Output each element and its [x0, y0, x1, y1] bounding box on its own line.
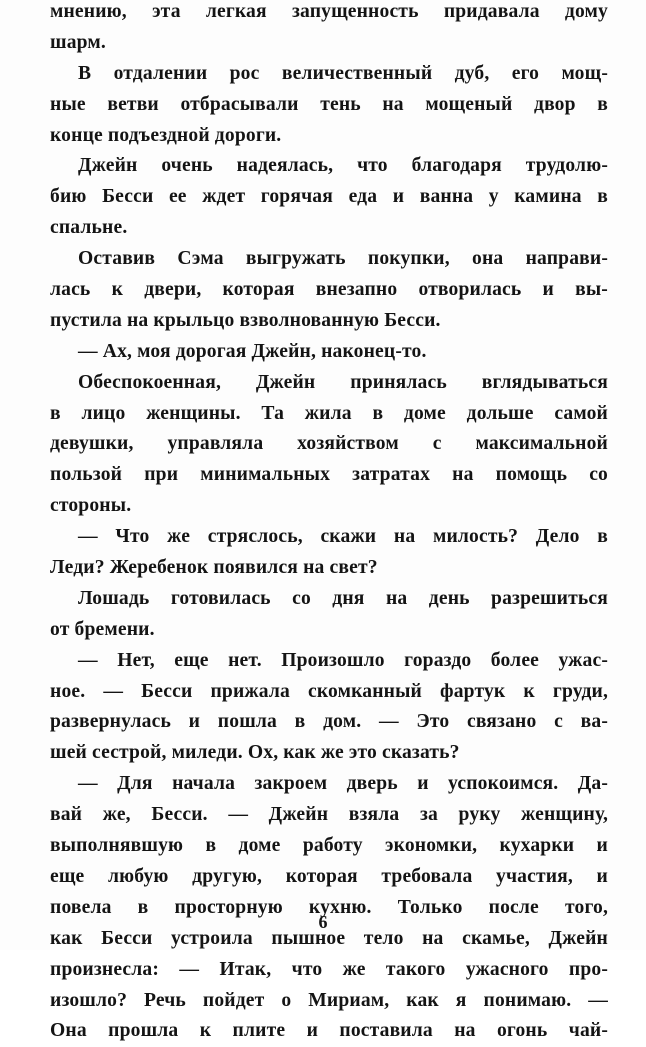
text-line: изошло? Речь пойдет о Мириам, как я понимаю. — — [50, 989, 608, 1011]
text-line: вай же, Бесси. — Джейн взяла за руку женщину, — [50, 804, 608, 826]
text-line: — Для начала закроем дверь и успокоимся. Да- — [78, 773, 608, 795]
text-line: мнению, эта легкая запущенность придавала дому — [50, 1, 608, 22]
text-line: шарм. — [50, 31, 106, 53]
text-line: стороны. — [50, 495, 132, 517]
body-text — [50, 0, 608, 1047]
text-line: выполнявшую в доме работу экономки, кухарки и — [50, 835, 608, 857]
text-line: В отдалении рос величественный дуб, его мощ- — [78, 62, 608, 84]
text-line: как Бесси устроила пышное тело на скамье, Джейн — [50, 927, 608, 949]
text-line: — Что же стряслось, скажи на милость? Дело в — [78, 526, 608, 548]
text-line: пустила на крыльцо взволнованную Бесси. — [50, 309, 441, 331]
text-line: Леди? Жеребенок появился на свет? — [50, 557, 378, 579]
page-number: 6 — [318, 912, 328, 932]
text-line: Она прошла к плите и поставила на огонь чай- — [50, 1020, 608, 1042]
text-line: Оставив Сэма выгружать покупки, она направи- — [78, 248, 608, 270]
text-line: произнесла: — Итак, что же такого ужасного про- — [50, 958, 608, 980]
text-line: Обеспокоенная, Джейн принялась вглядываться — [78, 371, 608, 393]
text-line: спальне. — [50, 217, 128, 239]
text-line: шей сестрой, миледи. Ох, как же это сказать? — [50, 742, 460, 764]
text-line: Джейн очень надеялась, что благодаря трудолю- — [78, 155, 608, 177]
text-line: лась к двери, которая внезапно отворилась и вы- — [50, 279, 608, 301]
text-line: развернулась и пошла в дом. — Это связано с ва- — [50, 711, 608, 733]
text-line: пользой при минимальных затратах на помощь со — [50, 464, 608, 486]
text-line: ное. — Бесси прижала скомканный фартук к груди, — [50, 680, 608, 702]
text-line: бию Бесси ее ждет горячая еда и ванна у камина в — [50, 186, 608, 208]
text-line: повела в просторную кухню. Только после того, — [50, 896, 608, 918]
text-line: девушки, управляла хозяйством с максимальной — [50, 433, 608, 455]
text-line: в лицо женщины. Та жила в доме дольше самой — [50, 402, 608, 424]
text-line: Лошадь готовилась со дня на день разрешиться — [78, 587, 608, 609]
text-line: от бремени. — [50, 618, 155, 640]
text-line: — Нет, еще нет. Произошло гораздо более ужас- — [78, 649, 608, 671]
text-line: еще любую другую, которая требовала участия, и — [50, 865, 608, 887]
text-line: ные ветви отбрасывали тень на мощеный двор в — [50, 93, 608, 115]
text-line: конце подъездной дороги. — [50, 124, 282, 146]
text-line: — Ах, моя дорогая Джейн, наконец-то. — [78, 340, 427, 362]
